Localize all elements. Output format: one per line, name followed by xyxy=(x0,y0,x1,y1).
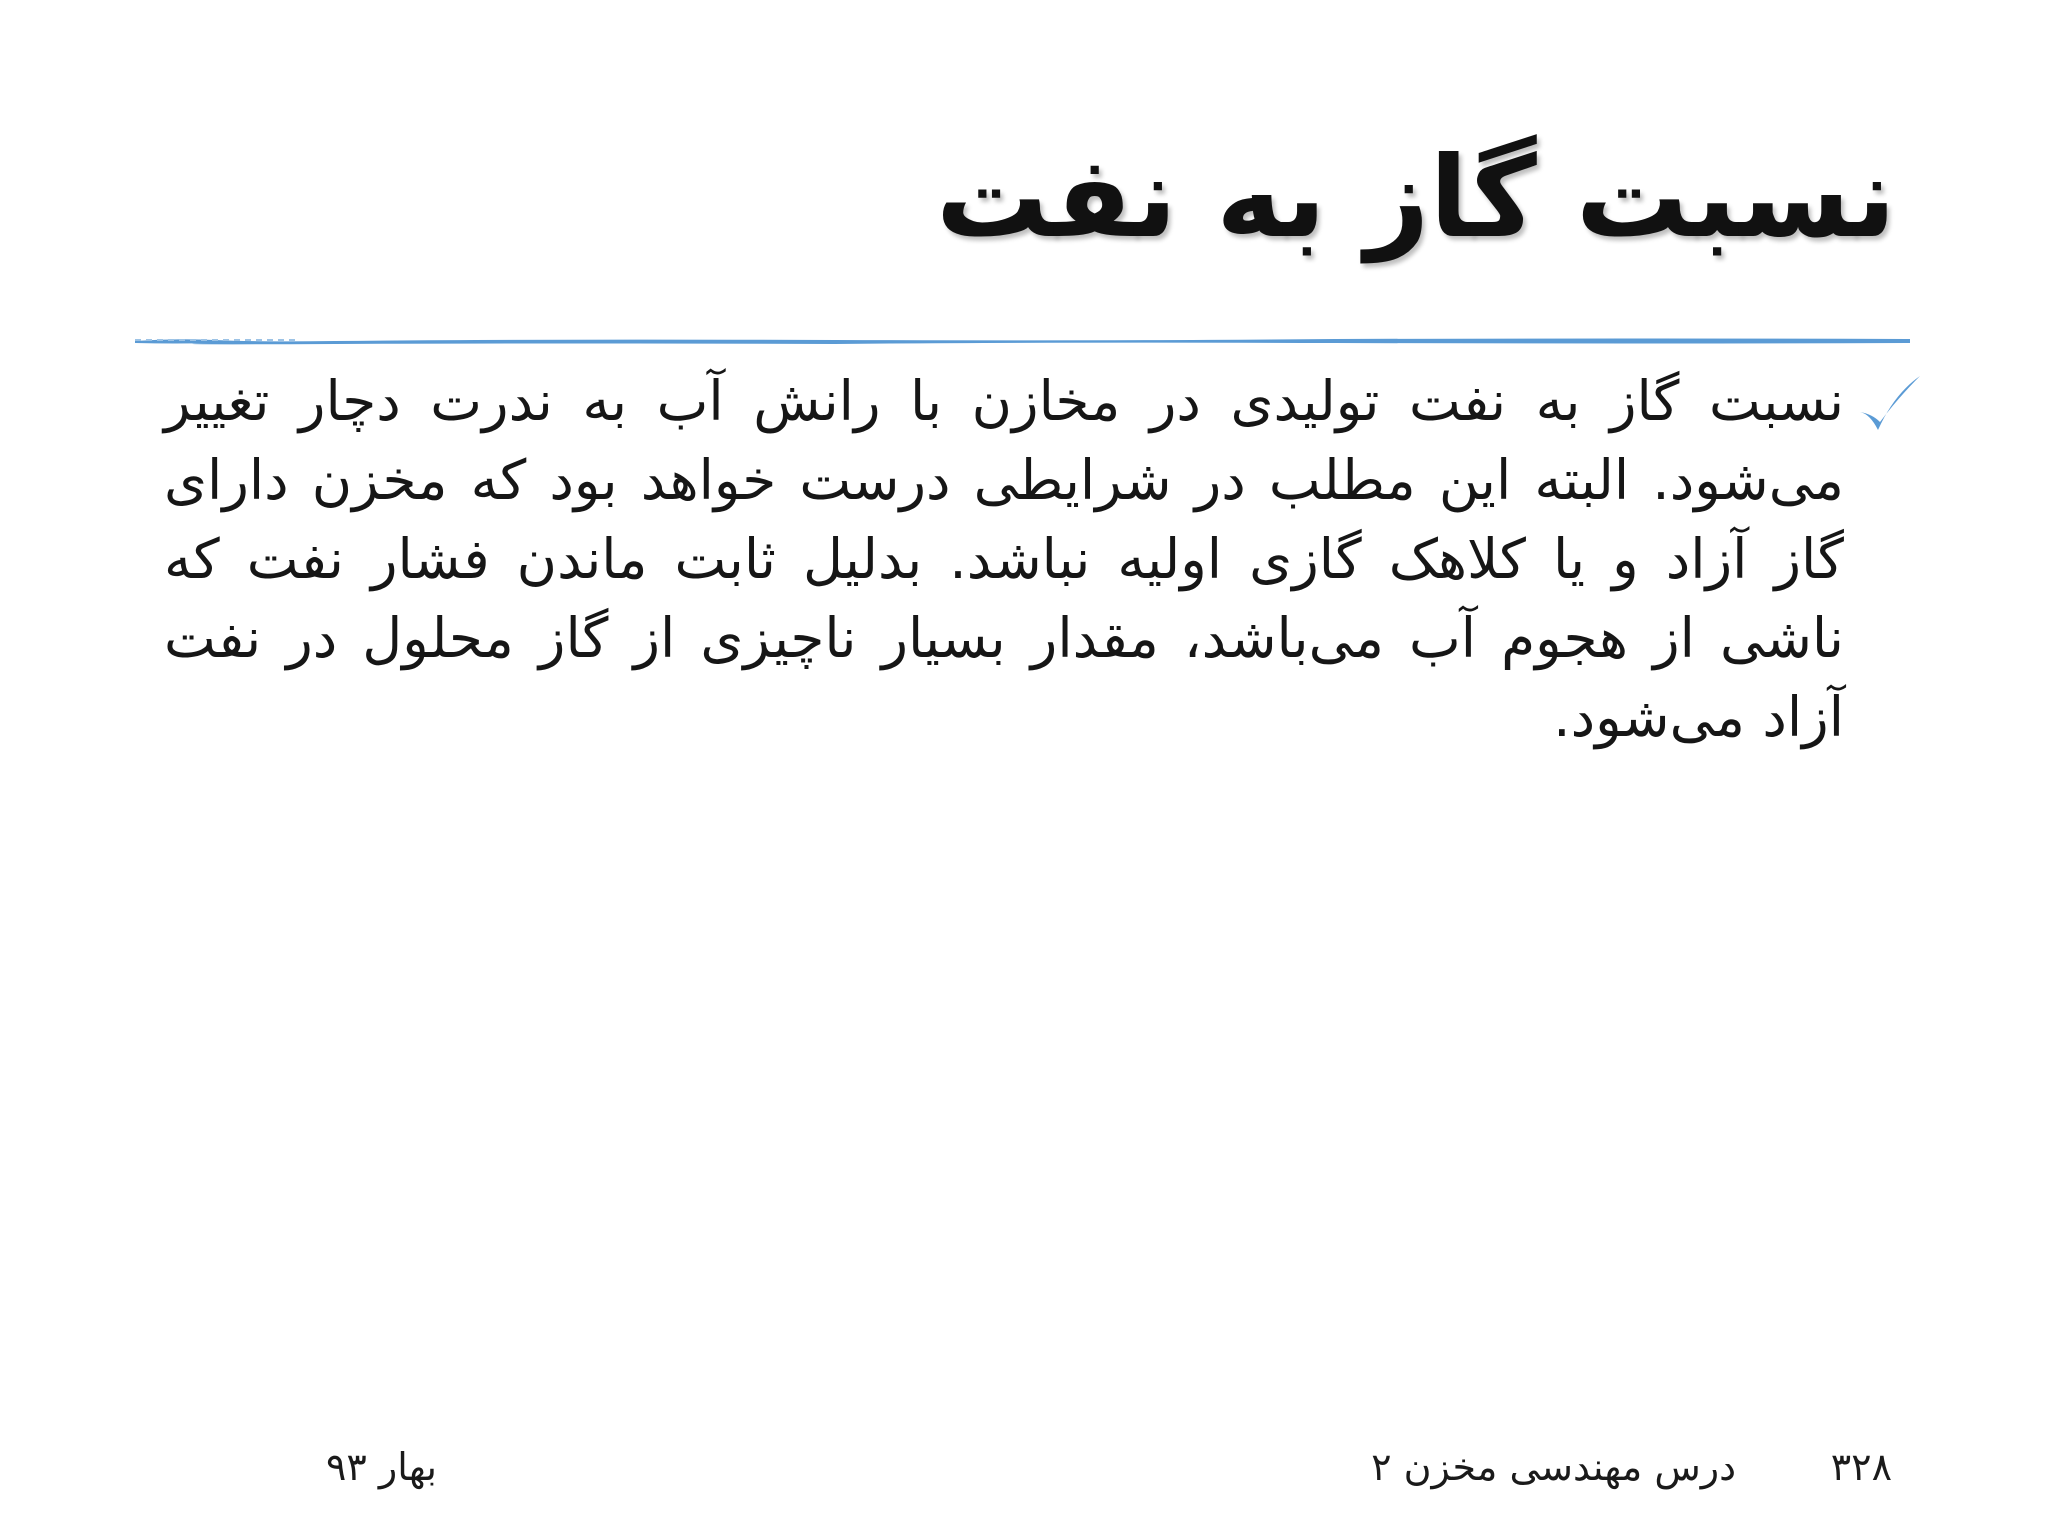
title-divider xyxy=(135,334,1910,348)
page-number: ۳۲۸ xyxy=(1830,1445,1892,1489)
checkmark-icon xyxy=(1856,372,1924,438)
footer-course: درس مهندسی مخزن ۲ xyxy=(1371,1445,1736,1489)
footer-date: بهار ۹۳ xyxy=(326,1445,437,1489)
bullet-text: نسبت گاز به نفت تولیدی در مخازن با رانش آب به ندرت دچار تغییر می‌شود. البته این مطلب در شرایطی درست خواهد بود که مخزن دارای گاز آزاد و یا کلاهک گازی اولیه نباشد. بدلیل ثابت ماندن فشار نفت که ناشی از هجوم آب می‌باشد، مقدار بسیار ناچیزی از گاز محلول در نفت آزاد می‌شود. xyxy=(164,369,1844,749)
slide-title: نسبت گاز به نفت xyxy=(935,133,1896,263)
bullet-item xyxy=(164,362,1844,757)
